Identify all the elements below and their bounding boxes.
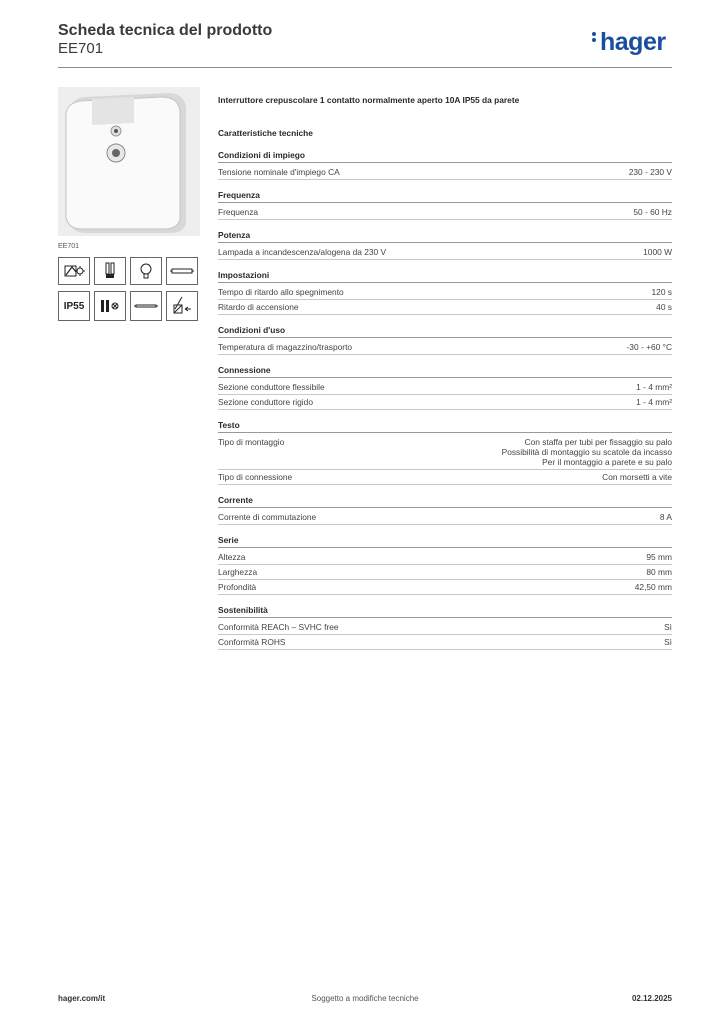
spec-value-line: 1 - 4 mm²	[636, 382, 672, 392]
spec-value-line: Sì	[664, 637, 672, 647]
spec-row	[218, 470, 672, 485]
spec-value	[627, 342, 672, 352]
spec-section	[218, 420, 672, 485]
feature-icons	[58, 257, 200, 327]
spec-value	[646, 552, 672, 562]
section-title: Condizioni d'uso	[218, 325, 672, 338]
spec-value	[602, 472, 672, 482]
twilight-sensor-icon	[58, 257, 90, 285]
spec-row	[218, 380, 672, 395]
spec-value-line: Possibilità di montaggio su scatole da incasso	[501, 447, 672, 457]
spec-section	[218, 535, 672, 595]
image-caption: EE701	[58, 243, 80, 250]
spec-row	[218, 245, 672, 260]
spec-label: Ritardo di accensione	[218, 302, 299, 312]
spec-section	[218, 365, 672, 410]
spec-row	[218, 635, 672, 650]
spec-row	[218, 565, 672, 580]
pole-mount-icon	[166, 291, 198, 321]
light-switch-device-icon	[58, 87, 200, 236]
spec-value	[636, 397, 672, 407]
ip55-badge: IP55	[58, 291, 90, 321]
spec-sections	[218, 150, 672, 650]
spec-label: Larghezza	[218, 567, 258, 577]
spec-value-line: 42,50 mm	[634, 582, 672, 592]
spec-label: Tempo di ritardo allo spegnimento	[218, 287, 344, 297]
spec-label: Tensione nominale d'impiego CA	[218, 167, 340, 177]
spec-value-line: 95 mm	[646, 552, 672, 562]
spec-label: Corrente di commutazione	[218, 512, 317, 522]
spec-label: Conformità ROHS	[218, 637, 286, 647]
section-title: Serie	[218, 535, 672, 548]
wall-mount-bar-icon	[130, 291, 162, 321]
spec-value-line: Con staffa per tubi per fissaggio su palo	[524, 437, 672, 447]
spec-section	[218, 325, 672, 355]
section-title: Potenza	[218, 230, 672, 243]
product-description: Interruttore crepuscolare 1 contatto normalmente aperto 10A IP55 da parete	[218, 95, 520, 105]
page-title: Scheda tecnica del prodotto	[58, 22, 273, 39]
spec-value	[629, 167, 672, 177]
logo-dots-icon	[592, 30, 598, 44]
section-title: Connessione	[218, 365, 672, 378]
surface-mount-icon	[94, 291, 126, 321]
footer-date: 02.12.2025	[631, 994, 672, 1003]
led-strip-icon	[166, 257, 198, 285]
spec-value-line: 50 - 60 Hz	[633, 207, 672, 217]
spec-value	[633, 207, 672, 217]
spec-value	[635, 582, 672, 592]
spec-label: Sezione conduttore rigido	[218, 397, 313, 407]
logo-text: hager	[600, 28, 666, 56]
section-title: Impostazioni	[218, 270, 672, 283]
spec-value-line: 120 s	[651, 287, 672, 297]
spec-value	[664, 637, 672, 647]
spec-label: Tipo di connessione	[218, 472, 293, 482]
spec-row	[218, 580, 672, 595]
spec-section	[218, 605, 672, 650]
spec-value	[643, 247, 672, 257]
spec-section	[218, 495, 672, 525]
spec-value-line: 1 - 4 mm²	[636, 397, 672, 407]
spec-row	[218, 435, 672, 470]
spec-value-line: Sì	[664, 622, 672, 632]
spec-section	[218, 270, 672, 315]
spec-value-line: -30 - +60 °C	[626, 342, 672, 352]
hager-logo[interactable]	[592, 28, 666, 57]
footer-website-link[interactable]: hager.com/it	[58, 994, 106, 1003]
spec-row	[218, 205, 672, 220]
spec-value	[636, 382, 672, 392]
spec-value	[502, 437, 672, 467]
spec-value-line: 230 - 230 V	[628, 167, 672, 177]
spec-label: Lampada a incandescenza/alogena da 230 V	[218, 247, 387, 257]
spec-row	[218, 300, 672, 315]
spec-row	[218, 285, 672, 300]
spec-label: Sezione conduttore flessibile	[218, 382, 325, 392]
spec-label: Frequenza	[218, 207, 259, 217]
spec-row	[218, 510, 672, 525]
spec-value	[660, 512, 672, 522]
spec-value-line: Con morsetti a vite	[602, 472, 672, 482]
section-title: Corrente	[218, 495, 672, 508]
spec-content	[218, 95, 672, 660]
spec-row	[218, 620, 672, 635]
spec-value-line: 8 A	[659, 512, 672, 522]
spec-value	[664, 622, 672, 632]
spec-value-line: 80 mm	[646, 567, 672, 577]
spec-label: Altezza	[218, 552, 246, 562]
spec-label: Conformità REACh – SVHC free	[218, 622, 339, 632]
spec-section	[218, 150, 672, 180]
spec-label: Tipo di montaggio	[218, 437, 285, 447]
features-heading: Caratteristiche tecniche	[218, 128, 313, 138]
spec-value	[652, 287, 673, 297]
spec-label: Temperatura di magazzino/trasporto	[218, 342, 353, 352]
spec-row	[218, 395, 672, 410]
incandescent-bulb-icon	[130, 257, 162, 285]
section-title: Testo	[218, 420, 672, 433]
spec-value	[646, 567, 672, 577]
spec-value-line: 1000 W	[643, 247, 672, 257]
spec-section	[218, 190, 672, 220]
product-image	[58, 87, 200, 236]
spec-row	[218, 550, 672, 565]
footer-note: Soggetto a modifiche tecniche	[311, 994, 419, 1003]
header-divider	[58, 67, 672, 68]
product-code: EE701	[58, 40, 104, 57]
spec-value-line: Per il montaggio a parete e su palo	[542, 457, 672, 467]
spec-value-line: 40 s	[656, 302, 672, 312]
section-title: Frequenza	[218, 190, 672, 203]
spec-section	[218, 230, 672, 260]
spec-row	[218, 165, 672, 180]
section-title: Sostenibilità	[218, 605, 672, 618]
spec-value	[656, 302, 672, 312]
spec-label: Profondità	[218, 582, 257, 592]
fluorescent-lamp-icon	[94, 257, 126, 285]
section-title: Condizioni di impiego	[218, 150, 672, 163]
spec-row	[218, 340, 672, 355]
